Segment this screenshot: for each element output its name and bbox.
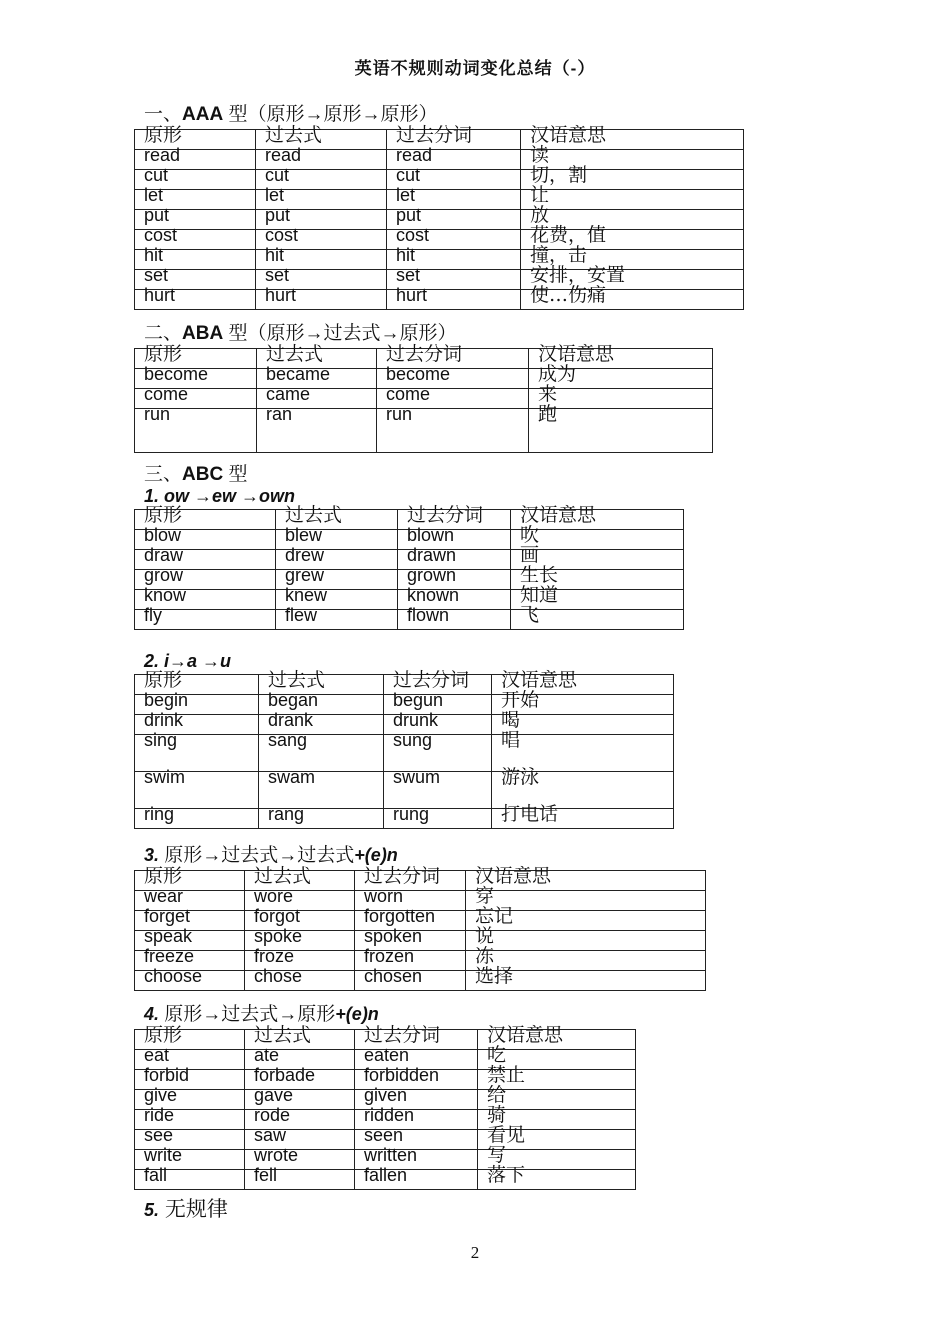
column-header: 汉语意思: [521, 130, 744, 150]
past-tense-cell: blew: [276, 530, 398, 550]
past-tense-cell: froze: [245, 951, 355, 971]
past-participle-cell: set: [387, 270, 521, 290]
table-row: [135, 409, 713, 453]
base-form-cell: drink: [135, 715, 259, 735]
past-participle-cell: forgotten: [355, 911, 466, 931]
column-header: 过去式: [259, 675, 384, 695]
meaning-cell: 选择: [466, 971, 706, 991]
base-form-cell: become: [135, 369, 257, 389]
column-header: 汉语意思: [466, 871, 706, 891]
past-participle-cell: drunk: [384, 715, 492, 735]
past-participle-cell: given: [355, 1090, 478, 1110]
meaning-cell: 吃: [478, 1050, 636, 1070]
meaning-cell: 穿: [466, 891, 706, 911]
table-row: [135, 389, 713, 409]
table-row: [135, 290, 744, 310]
base-form-cell: cost: [135, 230, 256, 250]
past-participle-cell: written: [355, 1150, 478, 1170]
meaning-cell: 说: [466, 931, 706, 951]
base-form-cell: come: [135, 389, 257, 409]
past-tense-cell: wore: [245, 891, 355, 911]
past-participle-cell: eaten: [355, 1050, 478, 1070]
table-row: [135, 809, 674, 829]
past-participle-cell: spoken: [355, 931, 466, 951]
table-row: [135, 250, 744, 270]
subsection-heading-4: 4. 原形→过去式→原形+(e)n: [144, 1004, 379, 1025]
meaning-cell: 切，割: [521, 170, 744, 190]
past-tense-cell: grew: [276, 570, 398, 590]
verb-table-aaa: [134, 124, 744, 310]
meaning-cell: 安排，安置: [521, 270, 744, 290]
meaning-cell: 落下: [478, 1170, 636, 1190]
past-tense-cell: knew: [276, 590, 398, 610]
past-tense-cell: hurt: [256, 290, 387, 310]
column-header: 过去分词: [377, 349, 529, 369]
table-row: [135, 971, 706, 991]
past-tense-cell: cost: [256, 230, 387, 250]
past-participle-cell: seen: [355, 1130, 478, 1150]
past-participle-cell: known: [398, 590, 511, 610]
table-row: [135, 270, 744, 290]
meaning-cell: 开始: [492, 695, 674, 715]
meaning-cell: 成为: [529, 369, 713, 389]
meaning-cell: 打电话: [492, 809, 674, 829]
meaning-cell: 游泳: [492, 772, 674, 809]
column-header: 过去分词: [355, 871, 466, 891]
table-row: [135, 170, 744, 190]
column-header: 汉语意思: [478, 1030, 636, 1050]
base-form-cell: ring: [135, 809, 259, 829]
column-header: 过去式: [245, 1030, 355, 1050]
meaning-cell: 画: [511, 550, 684, 570]
column-header: 过去式: [245, 871, 355, 891]
past-tense-cell: drank: [259, 715, 384, 735]
base-form-cell: forbid: [135, 1070, 245, 1090]
base-form-cell: grow: [135, 570, 276, 590]
section-heading-aba: 二、ABA 型（原形→过去式→原形）: [144, 323, 457, 344]
meaning-cell: 放: [521, 210, 744, 230]
base-form-cell: eat: [135, 1050, 245, 1070]
base-form-cell: freeze: [135, 951, 245, 971]
past-tense-cell: ran: [257, 409, 377, 453]
base-form-cell: speak: [135, 931, 245, 951]
table-row: [135, 931, 706, 951]
meaning-cell: 禁止: [478, 1070, 636, 1090]
table-row: [135, 772, 674, 809]
meaning-cell: 忘记: [466, 911, 706, 931]
meaning-cell: 飞: [511, 610, 684, 630]
meaning-cell: 冻: [466, 951, 706, 971]
verb-table-form-3: [134, 865, 706, 991]
past-tense-cell: read: [256, 150, 387, 170]
base-form-cell: wear: [135, 891, 245, 911]
subsection-heading-1: 1. ow →ew →own: [144, 486, 296, 506]
base-form-cell: see: [135, 1130, 245, 1150]
verb-table-aba: [134, 343, 713, 453]
base-form-cell: hurt: [135, 290, 256, 310]
table-row: [135, 735, 674, 772]
past-participle-cell: worn: [355, 891, 466, 911]
past-participle-cell: sung: [384, 735, 492, 772]
meaning-cell: 跑: [529, 409, 713, 453]
meaning-cell: 骑: [478, 1110, 636, 1130]
past-tense-cell: spoke: [245, 931, 355, 951]
document-title: 英语不规则动词变化总结（-）: [354, 59, 596, 78]
table-row: [135, 610, 684, 630]
column-header: 过去式: [257, 349, 377, 369]
base-form-cell: choose: [135, 971, 245, 991]
meaning-cell: 读: [521, 150, 744, 170]
column-header: 过去式: [256, 130, 387, 150]
base-form-cell: know: [135, 590, 276, 610]
table-row: [135, 210, 744, 230]
column-header: 汉语意思: [511, 510, 684, 530]
past-tense-cell: cut: [256, 170, 387, 190]
meaning-cell: 看见: [478, 1130, 636, 1150]
table-row: [135, 190, 744, 210]
section-heading-abc: 三、ABC 型: [144, 464, 248, 485]
base-form-cell: begin: [135, 695, 259, 715]
past-tense-cell: ate: [245, 1050, 355, 1070]
past-tense-cell: put: [256, 210, 387, 230]
past-participle-cell: swum: [384, 772, 492, 809]
verb-table-ow-ew-own: [134, 504, 684, 630]
past-tense-cell: forbade: [245, 1070, 355, 1090]
past-tense-cell: flew: [276, 610, 398, 630]
base-form-cell: fall: [135, 1170, 245, 1190]
column-header: 过去分词: [384, 675, 492, 695]
base-form-cell: ride: [135, 1110, 245, 1130]
past-participle-cell: begun: [384, 695, 492, 715]
subsection-heading-5: 5. 无规律: [144, 1198, 228, 1221]
past-tense-cell: rang: [259, 809, 384, 829]
column-header: 汉语意思: [492, 675, 674, 695]
base-form-cell: cut: [135, 170, 256, 190]
meaning-cell: 生长: [511, 570, 684, 590]
past-participle-cell: fallen: [355, 1170, 478, 1190]
past-tense-cell: saw: [245, 1130, 355, 1150]
past-participle-cell: frozen: [355, 951, 466, 971]
verb-table-i-a-u: [134, 669, 674, 829]
column-header: 原形: [135, 510, 276, 530]
past-tense-cell: let: [256, 190, 387, 210]
past-tense-cell: drew: [276, 550, 398, 570]
subsection-heading-2: 2. i→a →u: [144, 651, 232, 671]
meaning-cell: 写: [478, 1150, 636, 1170]
past-tense-cell: set: [256, 270, 387, 290]
section-heading-aaa: 一、AAA 型（原形→原形→原形）: [144, 104, 438, 125]
column-header: 原形: [135, 675, 259, 695]
past-participle-cell: put: [387, 210, 521, 230]
column-header: 原形: [135, 1030, 245, 1050]
past-tense-cell: sang: [259, 735, 384, 772]
past-participle-cell: drawn: [398, 550, 511, 570]
table-header-row: [135, 871, 706, 891]
past-participle-cell: let: [387, 190, 521, 210]
past-participle-cell: grown: [398, 570, 511, 590]
past-tense-cell: chose: [245, 971, 355, 991]
past-participle-cell: become: [377, 369, 529, 389]
past-tense-cell: hit: [256, 250, 387, 270]
subsection-heading-3: 3. 原形→过去式→过去式+(e)n: [144, 845, 398, 866]
column-header: 原形: [135, 130, 256, 150]
base-form-cell: write: [135, 1150, 245, 1170]
past-participle-cell: chosen: [355, 971, 466, 991]
past-participle-cell: flown: [398, 610, 511, 630]
meaning-cell: 唱: [492, 735, 674, 772]
past-tense-cell: swam: [259, 772, 384, 809]
meaning-cell: 使…伤痛: [521, 290, 744, 310]
base-form-cell: run: [135, 409, 257, 453]
past-tense-cell: wrote: [245, 1150, 355, 1170]
base-form-cell: draw: [135, 550, 276, 570]
past-tense-cell: came: [257, 389, 377, 409]
verb-table-form-4: [134, 1024, 636, 1190]
meaning-cell: 来: [529, 389, 713, 409]
past-participle-cell: run: [377, 409, 529, 453]
base-form-cell: sing: [135, 735, 259, 772]
meaning-cell: 吹: [511, 530, 684, 550]
base-form-cell: hit: [135, 250, 256, 270]
base-form-cell: forget: [135, 911, 245, 931]
base-form-cell: let: [135, 190, 256, 210]
past-participle-cell: forbidden: [355, 1070, 478, 1090]
column-header: 过去分词: [398, 510, 511, 530]
meaning-cell: 让: [521, 190, 744, 210]
meaning-cell: 知道: [511, 590, 684, 610]
page-number: 2: [470, 1243, 480, 1262]
past-tense-cell: began: [259, 695, 384, 715]
column-header: 汉语意思: [529, 349, 713, 369]
past-tense-cell: forgot: [245, 911, 355, 931]
table-row: [135, 230, 744, 250]
past-participle-cell: rung: [384, 809, 492, 829]
past-tense-cell: fell: [245, 1170, 355, 1190]
base-form-cell: give: [135, 1090, 245, 1110]
meaning-cell: 花费，值: [521, 230, 744, 250]
past-participle-cell: cost: [387, 230, 521, 250]
base-form-cell: set: [135, 270, 256, 290]
table-row: [135, 150, 744, 170]
table-header-row: [135, 130, 744, 150]
past-participle-cell: blown: [398, 530, 511, 550]
meaning-cell: 撞，击: [521, 250, 744, 270]
meaning-cell: 喝: [492, 715, 674, 735]
meaning-cell: 给: [478, 1090, 636, 1110]
column-header: 原形: [135, 349, 257, 369]
column-header: 过去分词: [355, 1030, 478, 1050]
base-form-cell: blow: [135, 530, 276, 550]
past-tense-cell: rode: [245, 1110, 355, 1130]
past-participle-cell: read: [387, 150, 521, 170]
past-participle-cell: come: [377, 389, 529, 409]
past-participle-cell: hit: [387, 250, 521, 270]
base-form-cell: swim: [135, 772, 259, 809]
base-form-cell: put: [135, 210, 256, 230]
past-participle-cell: cut: [387, 170, 521, 190]
base-form-cell: read: [135, 150, 256, 170]
past-tense-cell: gave: [245, 1090, 355, 1110]
column-header: 过去式: [276, 510, 398, 530]
past-tense-cell: became: [257, 369, 377, 389]
past-participle-cell: hurt: [387, 290, 521, 310]
column-header: 原形: [135, 871, 245, 891]
base-form-cell: fly: [135, 610, 276, 630]
column-header: 过去分词: [387, 130, 521, 150]
past-participle-cell: ridden: [355, 1110, 478, 1130]
table-row: [135, 1170, 636, 1190]
